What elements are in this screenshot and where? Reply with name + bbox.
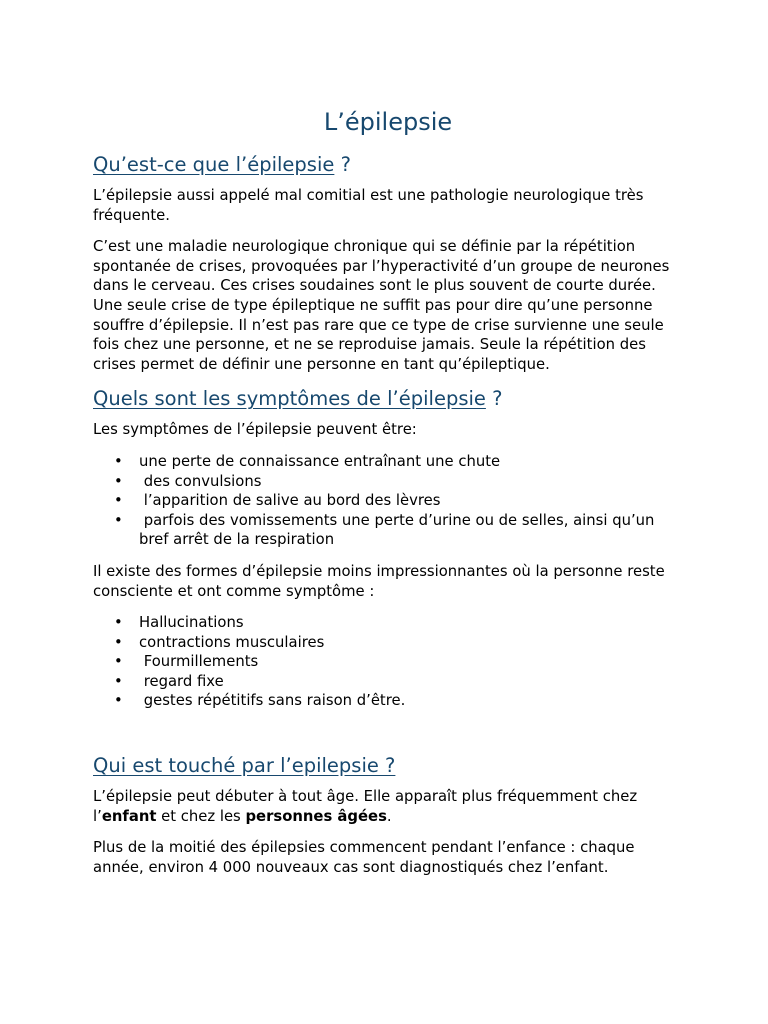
list-item-text: une perte de connaissance entraînant une chute <box>139 452 501 470</box>
list-item <box>93 472 683 492</box>
list-item-text: Hallucinations <box>139 614 244 632</box>
list-item-text: des convulsions <box>139 472 262 490</box>
paragraph <box>93 787 683 826</box>
list-item <box>93 613 683 633</box>
bullet-icon: • <box>114 692 123 710</box>
list-item-text: regard fixe <box>139 672 224 690</box>
paragraph: Plus de la moitié des épilepsies commencent pendant l’enfance : chaque année, environ 4 000 nouveaux cas sont diagnostiqués chez l’enfant. <box>93 839 635 876</box>
list-item-text: Fourmillements <box>139 653 259 671</box>
heading-suffix: ? <box>485 387 503 411</box>
bullet-icon: • <box>114 472 123 490</box>
bullet-icon: • <box>114 653 123 671</box>
bullet-icon: • <box>114 614 123 632</box>
bullet-icon: • <box>114 511 123 529</box>
bullet-icon: • <box>114 633 123 651</box>
section-heading-affected <box>93 753 683 779</box>
emphasis-personnes-agees: personnes âgées <box>245 807 387 825</box>
list-item <box>93 633 683 653</box>
paragraph-text: et chez les <box>156 807 246 825</box>
document-title: L’épilepsie <box>323 108 453 136</box>
section-heading-definition <box>93 152 683 178</box>
paragraph-text: . <box>386 807 392 825</box>
bullet-icon: • <box>114 452 123 470</box>
list-item <box>93 691 683 711</box>
list-item <box>93 511 683 550</box>
list-item-text: contractions musculaires <box>139 633 325 651</box>
paragraph: Il existe des formes d’épilepsie moins impressionnantes où la personne reste consciente et ont comme symptôme : <box>93 562 665 600</box>
emphasis-enfant: enfant <box>101 807 157 825</box>
list-item <box>93 452 683 472</box>
list-item <box>93 491 683 511</box>
heading-suffix: ? <box>334 153 351 176</box>
list-item-text: parfois des vomissements une perte d’urine ou de selles, ainsi qu’un bref arrêt de la respiration <box>139 511 660 549</box>
conscious-symptom-list <box>93 613 683 711</box>
heading-text: Qui est touché par l’epilepsie ? <box>93 754 396 778</box>
list-item-text: l’apparition de salive au bord des lèvres <box>139 492 441 510</box>
paragraph: Les symptômes de l’épilepsie peuvent être: <box>93 421 417 439</box>
bullet-icon: • <box>114 492 123 510</box>
document-page <box>93 104 683 889</box>
list-item <box>93 672 683 692</box>
paragraph-text: L’épilepsie peut débuter à tout âge. Elle apparaît plus fréquemment chez l’ <box>93 788 638 825</box>
paragraph: C’est une maladie neurologique chronique qui se définie par la répétition spontanée de crises, provoquées par l’hyperactivité d’un groupe de neurones dans le cerveau. Ces crises soudaines sont le plus souvent de courte durée. Une seule crise de type épileptique ne suffit pas pour dire qu’une personne souffre d’épilepsie. Il n’est pas rare que ce type de crise survienne une seule fois chez une personne, et ne se reproduise jamais. Seule la répétition des crises permet de définir une personne en tant qu’épileptique. <box>93 238 670 373</box>
symptom-list <box>93 452 683 550</box>
bullet-icon: • <box>114 672 123 690</box>
section-heading-symptoms <box>93 386 683 412</box>
paragraph: L’épilepsie aussi appelé mal comitial est une pathologie neurologique très fréquente. <box>93 187 644 224</box>
heading-text: Quels sont les symptômes de l’épilepsie <box>93 387 486 411</box>
list-item <box>93 652 683 672</box>
heading-text: Qu’est-ce que l’épilepsie <box>93 153 335 176</box>
list-item-text: gestes répétitifs sans raison d’être. <box>139 692 406 710</box>
